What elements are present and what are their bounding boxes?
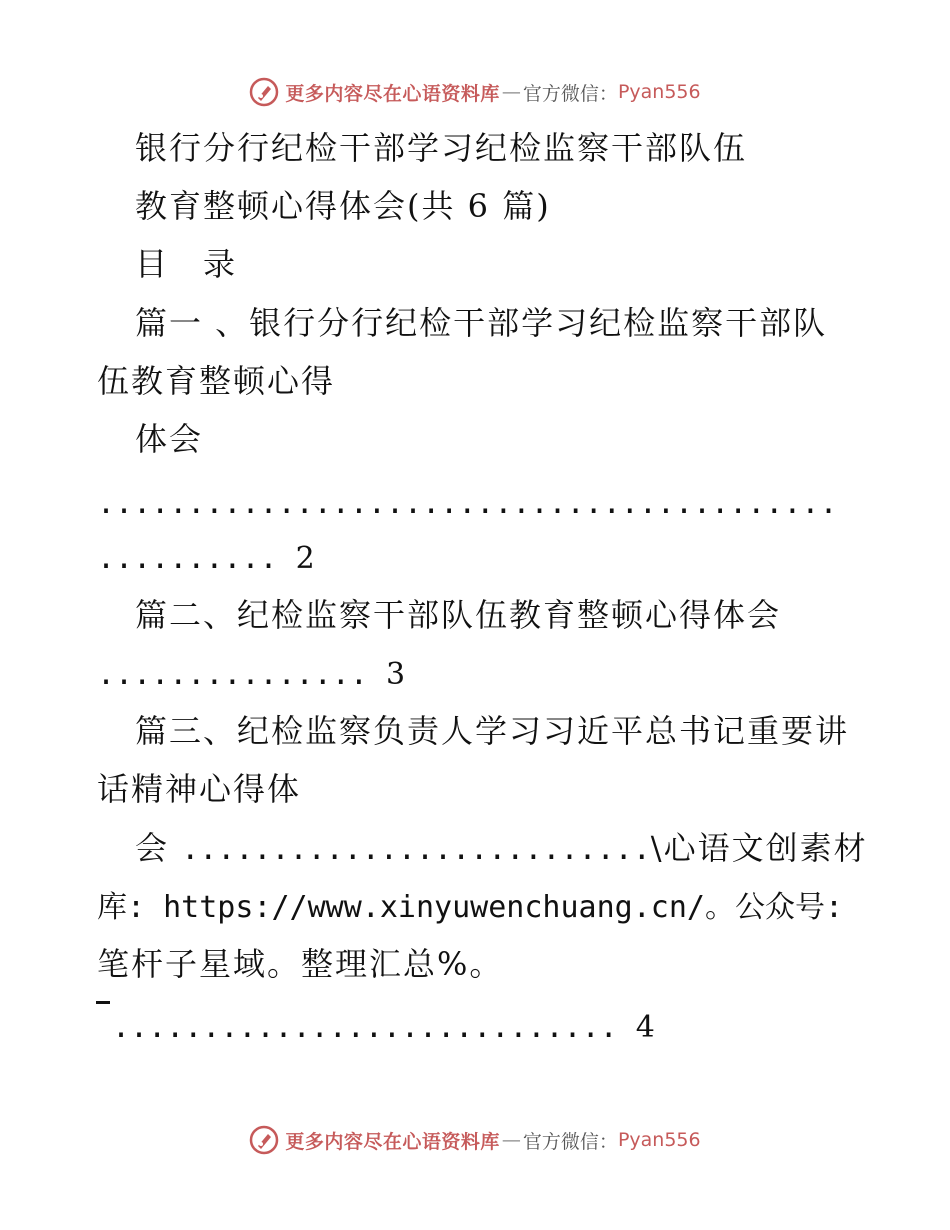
- header-text: 更多内容尽在心语资料库: [285, 82, 500, 105]
- toc-entry-3-dots: [0, 1006, 950, 1048]
- toc-leader-dots: ............................: [112, 1010, 618, 1045]
- doc-title-line2: 教育整顿心得体会(共 6 篇): [135, 187, 551, 225]
- header-wechat-id: Pyan556: [617, 81, 701, 103]
- toc-entry-2-line1: 篇二、纪检监察干部队伍教育整顿心得体会: [135, 596, 782, 634]
- toc-entry-1-line1: 篇一 、银行分行纪检干部学习纪检监察干部队: [135, 304, 828, 342]
- toc-entry-3-line3: [0, 828, 950, 870]
- footer-wechat-id: Pyan556: [617, 1129, 701, 1151]
- toc-entry-1-line2: 伍教育整顿心得: [97, 362, 336, 400]
- toc-entry-3-line1: 篇三、纪检监察负责人学习习近平总书记重要讲: [135, 712, 850, 750]
- watermark-url-line: 库: https://www.xinyuwenchuang.cn/。公众号:: [97, 890, 844, 925]
- toc-entry-2-page: 3: [385, 657, 408, 692]
- toc-entry-3-line2: 话精神心得体: [97, 770, 302, 808]
- toc-entry-2-dots: [0, 653, 950, 695]
- doc-title-line1: 银行分行纪检干部学习纪检监察干部队伍: [135, 129, 748, 167]
- toc-entry-3-line3-suffix: \心语文创素材: [650, 829, 868, 867]
- toc-entry-1-dots-2: [0, 537, 950, 579]
- header-banner: [0, 72, 950, 112]
- footer-separator: —: [501, 1129, 521, 1151]
- cursor-mark: [96, 1001, 110, 1004]
- toc-entry-3-line4: [0, 886, 950, 928]
- header-separator: —: [501, 81, 521, 103]
- toc-leader-dots: ...............: [97, 657, 368, 692]
- toc-entry-1-line3: 体会: [135, 420, 204, 458]
- footer-banner: [0, 1120, 950, 1160]
- footer-wechat-label: 官方微信：: [522, 1130, 618, 1153]
- toc-leader-dots: ..........................: [181, 832, 651, 867]
- toc-heading: 目 录: [135, 245, 238, 283]
- toc-entry-1-page: 2: [295, 541, 317, 576]
- toc-entry-3-page: 4: [635, 1010, 657, 1045]
- toc-entry-1-dots-1: [0, 482, 950, 524]
- pen-logo-icon: [249, 77, 279, 107]
- footer-text: 更多内容尽在心语资料库: [285, 1130, 500, 1153]
- header-wechat-label: 官方微信：: [522, 82, 618, 105]
- toc-leader-dots: ..........: [97, 541, 278, 576]
- toc-entry-3-line5: 笔杆子星域。整理汇总%。: [97, 945, 504, 983]
- toc-leader-dots: .........................................: [97, 486, 838, 521]
- toc-entry-3-line3-prefix: 会: [135, 829, 182, 867]
- pen-logo-icon: [249, 1125, 279, 1155]
